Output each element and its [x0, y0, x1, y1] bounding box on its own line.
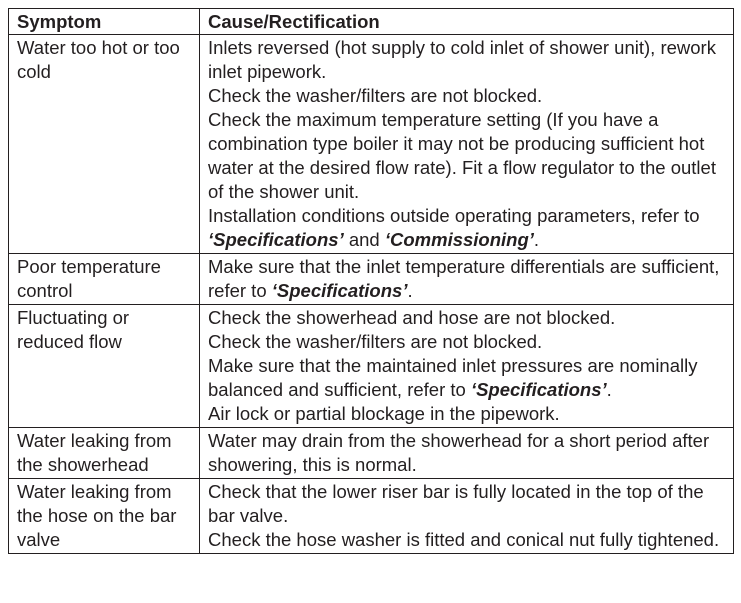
cause-line: [208, 204, 726, 252]
table-row: [9, 428, 734, 479]
cause-line: Water may drain from the showerhead for a short period after showering, this is normal.: [208, 430, 710, 475]
troubleshooting-table: [8, 8, 734, 554]
section-reference: ‘Specifications’: [470, 379, 607, 400]
cause-text: and: [343, 229, 385, 250]
section-reference: ‘Commissioning’: [384, 229, 534, 250]
section-reference: ‘Specifications’: [208, 229, 344, 250]
cause-line: Check the washer/filters are not blocked.: [208, 331, 543, 352]
section-reference: ‘Specifications’: [271, 280, 408, 301]
cause-cell: [200, 305, 734, 428]
cause-line: Check the washer/filters are not blocked.: [208, 85, 543, 106]
cause-line: Check that the lower riser bar is fully located in the top of the bar valve.: [208, 481, 704, 526]
cause-line: Check the maximum temperature setting (If you have a combination type boiler it may not be producing sufficient hot water at the desired flow rate). Fit a flow regulator to the outlet of the shower unit.: [208, 109, 716, 202]
cause-cell: [200, 479, 734, 554]
cause-text: .: [606, 379, 612, 400]
cause-text: Make sure that the inlet temperature differentials are sufficient, refer to: [208, 256, 720, 301]
cause-cell: [200, 254, 734, 305]
cause-text: Make sure that the maintained inlet pressures are nominally balanced and sufficient, refer to: [208, 355, 698, 400]
cause-line: [208, 354, 726, 402]
cause-line: Air lock or partial blockage in the pipework.: [208, 403, 560, 424]
table-row: [9, 305, 734, 428]
symptom-cell: Water leaking from the hose on the bar valve: [9, 479, 200, 554]
cause-text: .: [407, 280, 413, 301]
table-header-row: [9, 9, 734, 35]
symptom-header: Symptom: [9, 9, 200, 35]
cause-line: Check the showerhead and hose are not blocked.: [208, 307, 616, 328]
troubleshooting-table-wrapper: [8, 8, 734, 554]
table-row: [9, 479, 734, 554]
cause-line: Inlets reversed (hot supply to cold inlet of shower unit), rework inlet pipework.: [208, 37, 716, 82]
cause-text: .: [533, 229, 540, 250]
cause-header: Cause/Rectification: [200, 9, 734, 35]
cause-cell: [200, 428, 734, 479]
table-row: [9, 254, 734, 305]
cause-line: [208, 255, 726, 303]
cause-line: Check the hose washer is fitted and conical nut fully tightened.: [208, 529, 720, 550]
symptom-cell: Poor temperature control: [9, 254, 200, 305]
symptom-cell: Water too hot or too cold: [9, 35, 200, 254]
cause-cell: [200, 35, 734, 254]
symptom-cell: Water leaking from the showerhead: [9, 428, 200, 479]
symptom-cell: Fluctuating or reduced flow: [9, 305, 200, 428]
cause-text: Installation conditions outside operating parameters, refer to: [208, 205, 700, 226]
table-row: [9, 35, 734, 254]
